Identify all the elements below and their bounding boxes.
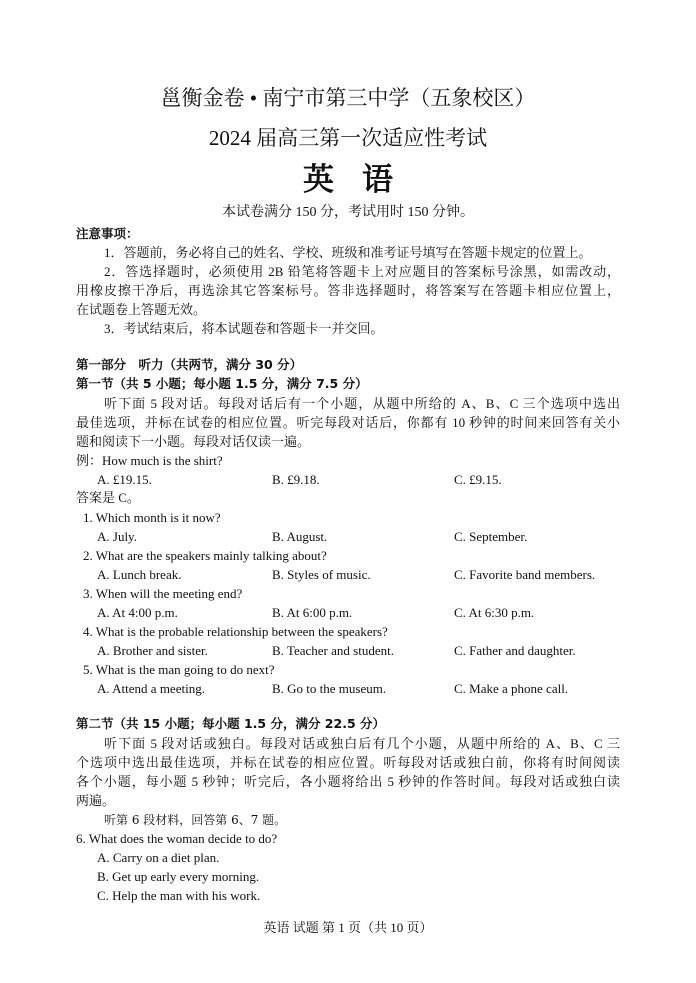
option-c: C. Help the man with his work.	[97, 888, 261, 903]
question-2: 2. What are the speakers mainly talking about?	[83, 548, 327, 563]
notes-heading: 注意事项：	[76, 226, 139, 241]
note-line: 在试题卷上答题无效。	[76, 302, 207, 317]
option-a: A. At 4:00 p.m.	[97, 605, 178, 620]
option-c: C. Father and daughter.	[454, 643, 576, 658]
option-a: A. Carry on a diet plan.	[97, 850, 220, 865]
option-a: A. Brother and sister.	[97, 643, 208, 658]
score-info: 本试卷满分 150 分，考试用时 150 分钟。	[222, 205, 474, 220]
example-answer: 答案是 C。	[76, 490, 140, 505]
section2-heading: 第二节（共 15 小题；每小题 1.5 分，满分 22.5 分）	[76, 716, 385, 731]
option-c: C. September.	[454, 529, 528, 544]
material-note: 听第 6 段材料，回答第 6、7 题。	[104, 813, 287, 827]
exam-title: 邕衡金卷 • 南宁市第三中学（五象校区）	[160, 86, 536, 110]
question-5: 5. What is the man going to do next?	[83, 662, 275, 677]
section1-heading: 第一节（共 5 小题；每小题 1.5 分，满分 7.5 分）	[76, 376, 368, 391]
example-question: 例：How much is the shirt?	[76, 453, 223, 468]
section1-instructions: 最佳选项，并标在试卷的相应位置。听完每段对话后，你都有 10 秒钟的时间来回答有关小	[76, 415, 620, 430]
option-c: C. At 6:30 p.m.	[454, 605, 535, 620]
option-c: C. Favorite band members.	[454, 567, 596, 582]
question-1: 1. Which month is it now?	[83, 510, 221, 525]
option-a: A. Lunch break.	[97, 567, 182, 582]
question-6: 6. What does the woman decide to do?	[76, 831, 278, 846]
page-footer: 英语 试题 第 1 页（共 10 页）	[263, 920, 433, 935]
option-a: A. £19.15.	[97, 472, 152, 487]
option-a: A. Attend a meeting.	[97, 681, 205, 696]
question-4: 4. What is the probable relationship between the speakers?	[83, 624, 388, 639]
section1-instructions: 题和阅读下一小题。每段对话仅读一遍。	[76, 434, 311, 449]
section2-instructions: 听下面 5 段对话或独白。每段对话或独白后有几个小题，从题中所给的 A、B、C 三	[104, 736, 620, 751]
option-a: A. July.	[97, 529, 137, 544]
section2-instructions: 两遍。	[76, 793, 116, 808]
subject-title: 英语	[303, 162, 421, 198]
option-b: B. Go to the museum.	[272, 681, 387, 696]
option-b: B. August.	[272, 529, 328, 544]
question-3: 3. When will the meeting end?	[83, 586, 243, 601]
option-b: B. £9.18.	[272, 472, 320, 487]
note-line: 2．答选择题时，必须使用 2B 铅笔将答题卡上对应题目的答案标号涂黑，如需改动，	[104, 264, 620, 279]
option-b: B. Get up early every morning.	[97, 869, 260, 884]
note-line: 1．答题前，务必将自己的姓名、学校、班级和准考证号填写在答题卡规定的位置上。	[104, 245, 592, 260]
option-b: B. Teacher and student.	[272, 643, 394, 658]
option-c: C. Make a phone call.	[454, 681, 569, 696]
exam-subtitle: 2024 届高三第一次适应性考试	[208, 126, 488, 150]
option-c: C. £9.15.	[454, 472, 502, 487]
section2-instructions: 个选项中选出最佳选项，并标在试卷的相应位置。听每段对话或独白前，你将有时间阅读	[76, 755, 620, 770]
option-b: B. At 6:00 p.m.	[272, 605, 353, 620]
note-line: 3．考试结束后，将本试题卷和答题卡一并交回。	[104, 321, 384, 336]
section2-instructions: 各个小题，每小题 5 秒钟；听完后，各小题将给出 5 秒钟的作答时间。每段对话或独白读	[76, 774, 620, 789]
note-line: 用橡皮擦干净后，再选涂其它答案标号。答非选择题时，将答案写在答题卡相应位置上，	[76, 283, 620, 298]
part1-heading: 第一部分 听力（共两节，满分 30 分）	[76, 357, 303, 372]
section1-instructions: 听下面 5 段对话。每段对话后有一个小题，从题中所给的 A、B、C 三个选项中选出	[104, 396, 620, 411]
option-b: B. Styles of music.	[272, 567, 371, 582]
